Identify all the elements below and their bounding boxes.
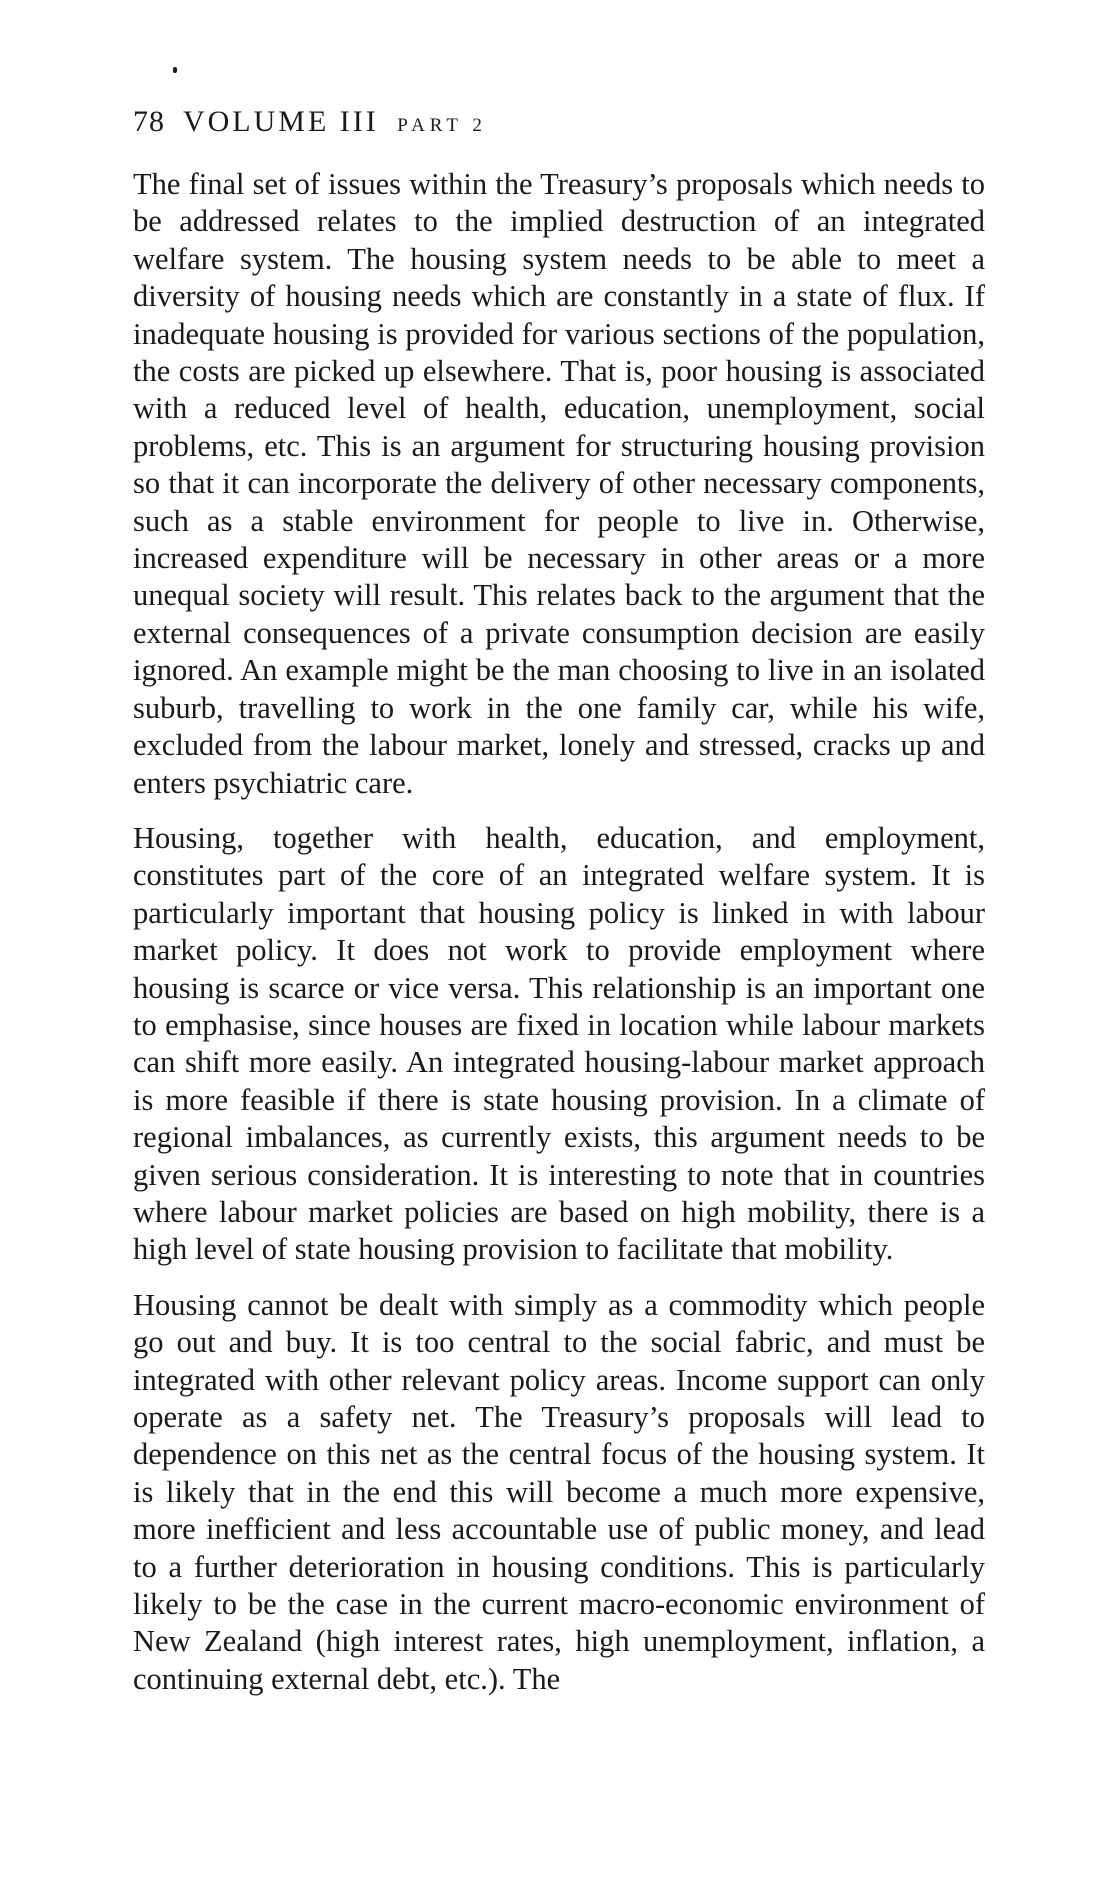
- body-text: [133, 166, 985, 1716]
- page-number: 78: [133, 105, 165, 138]
- running-head: [133, 100, 487, 148]
- paragraph-3: Housing cannot be dealt with simply as a commodity which people go out and buy. It is too central to the social fabric, and must be integrated with other relevant policy areas. Income support can only operate as a safety net. The Treasury’s proposals will lead to dependence on this net as the central focus of the housing system. It is likely that in the end this will become a much more expensive, more inefficient and less accountable use of public money, and lead to a further deterioration in housing conditions. This is particularly likely to be the case in the current macro-economic environment of New Zealand (high interest rates, high unemployment, inflation, a continuing external debt, etc.). The: [133, 1287, 985, 1696]
- paragraph-2: Housing, together with health, education, and employment, constitutes part of the core of an integrated welfare system. It is particularly important that housing policy is linked in with labour market policy. It does not work to provide employment where housing is scarce or vice versa. This relationship is an important one to emphasise, since houses are fixed in location while labour markets can shift more easily. An integrated housing-labour market approach is more feasible if there is state housing provision. In a climate of regional imbalances, as currently exists, this argument needs to be given serious consideration. It is interesting to note that in countries where labour market policies are based on high mobility, there is a high level of state housing provision to facilitate that mobility.: [133, 820, 985, 1267]
- part-label: PART 2: [397, 115, 487, 136]
- volume-label: VOLUME III: [182, 105, 379, 138]
- print-speck: [173, 67, 177, 73]
- paragraph-1: The final set of issues within the Treasury’s proposals which needs to be addressed relates to the implied destruction of an integrated welfare system. The housing system needs to be able to meet a diversity of housing needs which are constantly in a state of flux. If inadequate housing is provided for various sections of the population, the costs are picked up elsewhere. That is, poor housing is associated with a reduced level of health, education, unemployment, social problems, etc. This is an argument for structuring housing provision so that it can incorporate the delivery of other necessary components, such as a stable environment for people to live in. Otherwise, increased expenditure will be necessary in other areas or a more unequal society will result. This relates back to the argument that the external consequences of a private consumption decision are easily ignored. An example might be the man choosing to live in an isolated suburb, travelling to work in the one family car, while his wife, excluded from the labour market, lonely and stressed, cracks up and enters psychiatric care.: [133, 167, 985, 800]
